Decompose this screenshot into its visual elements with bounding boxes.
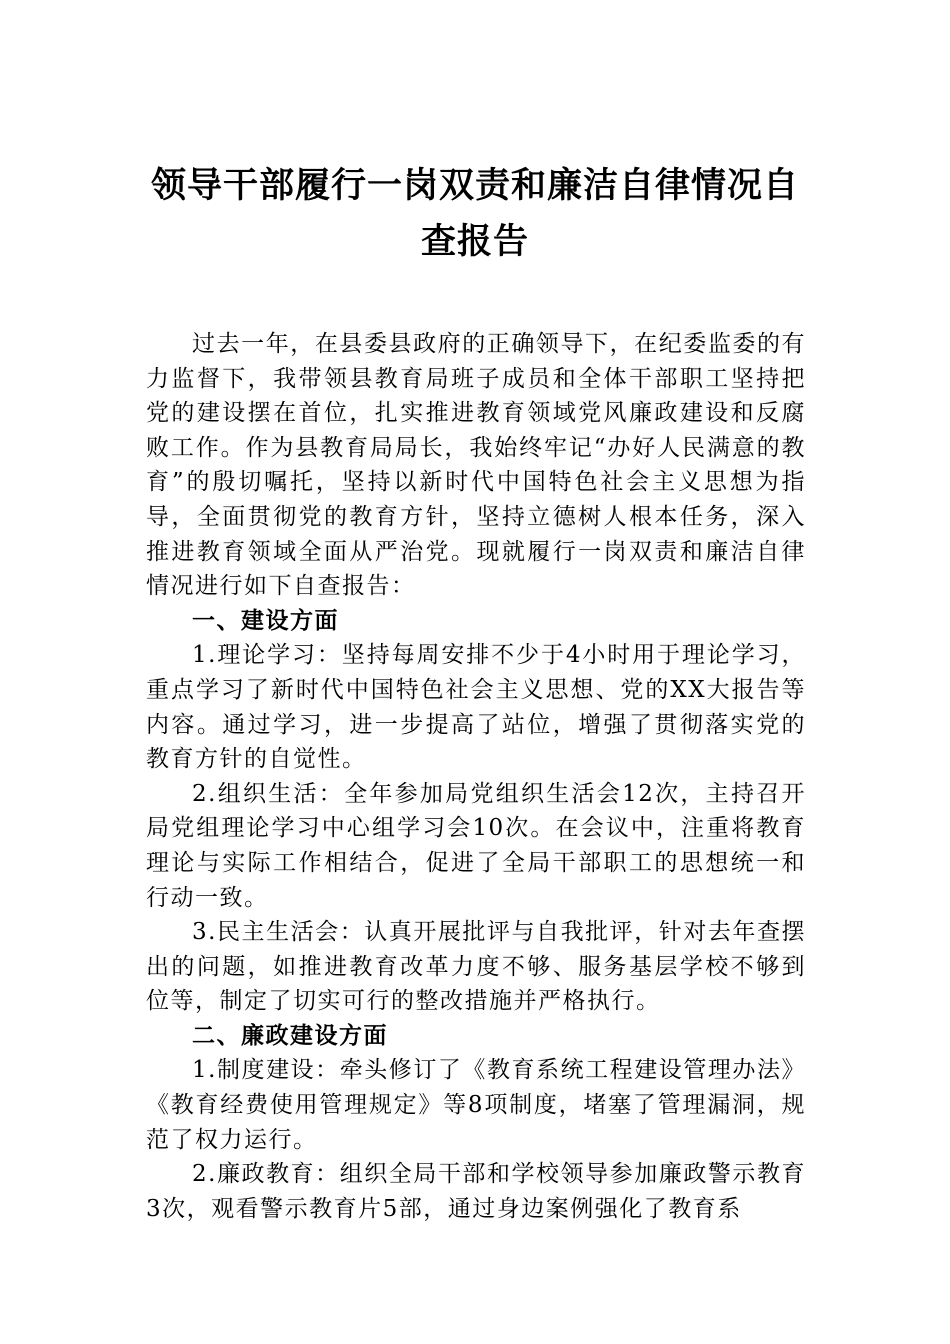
- paragraph-theory-study: 1.理论学习：坚持每周安排不少于4小时用于理论学习，重点学习了新时代中国特色社会主义思想、党的XX大报告等内容。通过学习，进一步提高了站位，增强了贯彻落实党的教育方针的自觉性。: [146, 642, 806, 773]
- paragraph-democratic-life-meeting: 3.民主生活会：认真开展批评与自我批评，针对去年查摆出的问题，如推进教育改革力度不够、服务基层学校不够到位等，制定了切实可行的整改措施并严格执行。: [146, 919, 806, 1015]
- document-title: [140, 158, 810, 270]
- paragraph-system-building: 1.制度建设：牵头修订了《教育系统工程建设管理办法》《教育经费使用管理规定》等8项制度，堵塞了管理漏洞，规范了权力运行。: [146, 1057, 806, 1153]
- section-heading-integrity: 二、廉政建设方面: [192, 1022, 388, 1049]
- title-line-1: 领导干部履行一岗双责和廉洁自律情况自: [150, 165, 799, 206]
- section-heading-construction: 一、建设方面: [192, 607, 339, 634]
- paragraph-organization-life: 2.组织生活：全年参加局党组织生活会12次，主持召开局党组理论学习中心组学习会10次。在会议中，注重将教育理论与实际工作相结合，促进了全局干部职工的思想统一和行动一致。: [146, 780, 806, 911]
- document-body: [146, 327, 806, 1226]
- title-line-2: 查报告: [420, 221, 529, 262]
- paragraph-integrity-education: 2.廉政教育：组织全局干部和学校领导参加廉政警示教育3次，观看警示教育片5部，通过身边案例强化了教育系: [146, 1161, 806, 1222]
- intro-paragraph: 过去一年，在县委县政府的正确领导下，在纪委监委的有力监督下，我带领县教育局班子成员和全体干部职工坚持把党的建设摆在首位，扎实推进教育领域党风廉政建设和反腐败工作。作为县教育局局长，我始终牢记“办好人民满意的教育”的殷切嘱托，坚持以新时代中国特色社会主义思想为指导，全面贯彻党的教育方针，坚持立德树人根本任务，深入推进教育领域全面从严治党。现就履行一岗双责和廉洁自律情况进行如下自查报告：: [146, 331, 806, 600]
